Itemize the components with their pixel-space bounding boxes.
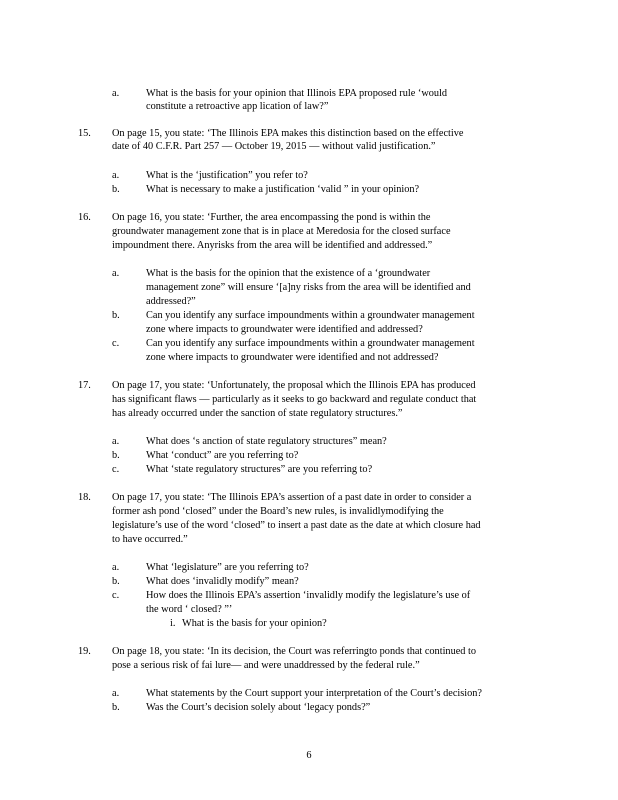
- q19-line-2: pose a serious risk of fai lure— and were unaddressed by the federal rule.”: [112, 660, 420, 671]
- q19-b-text: Was the Court’s decision solely about ‘legacy ponds?”: [146, 702, 371, 713]
- q16-b-label: b.: [112, 310, 120, 321]
- q18-b-label: b.: [112, 576, 120, 587]
- q15-number: 15.: [78, 128, 91, 139]
- q18-number: 18.: [78, 492, 91, 503]
- q18-i-label: i.: [170, 618, 176, 629]
- q15-b-text: What is necessary to make a justification ‘valid ” in your opinion?: [146, 184, 420, 195]
- q16-line-2: groundwater management zone that is in place at Meredosia for the closed surface: [112, 226, 451, 237]
- q16-c-line-2: zone where impacts to groundwater were identified and not addressed?: [146, 352, 439, 363]
- q16-b-line-1: Can you identify any surface impoundments within a groundwater management: [146, 310, 475, 321]
- q16-line-3: impoundment there. Anyrisks from the area will be identified and addressed.”: [112, 240, 433, 251]
- q17-line-2: has significant flaws — particularly as it seeks to go backward and regulate conduct that: [112, 394, 477, 405]
- q17-c-text: What ‘state regulatory structures” are you referring to?: [146, 464, 373, 475]
- q18-a-label: a.: [112, 562, 120, 573]
- q16-a-line-1: What is the basis for the opinion that the existence of a ‘groundwater: [146, 268, 431, 279]
- q16-line-1: On page 16, you state: ‘Further, the area encompassing the pond is within the: [112, 212, 431, 223]
- q17-a-label: a.: [112, 436, 120, 447]
- q18-i-text: What is the basis for your opinion?: [182, 618, 327, 629]
- q16-b-line-2: zone where impacts to groundwater were identified and addressed?: [146, 324, 423, 335]
- q19-number: 19.: [78, 646, 91, 657]
- q18-line-2: former ash pond ‘closed” under the Board’s new rules, is invalidlymodifying the: [112, 506, 444, 517]
- q17-c-label: c.: [112, 464, 120, 475]
- q19-line-1: On page 18, you state: ‘In its decision, the Court was referringto ponds that continued to: [112, 646, 477, 657]
- q18-c-line-2: the word ‘ closed? ”’: [146, 604, 233, 615]
- q18-a-text: What ‘legislature” are you referring to?: [146, 562, 309, 573]
- q16-c-line-1: Can you identify any surface impoundments within a groundwater management: [146, 338, 475, 349]
- q18-line-3: legislature’s use of the word ‘closed” to insert a past date as the date at which closure had: [112, 520, 481, 531]
- q18-line-4: to have occurred.”: [112, 534, 188, 545]
- q19-b-label: b.: [112, 702, 120, 713]
- page-number: 6: [306, 750, 312, 761]
- q16-a-line-2: management zone” will ensure ‘[a]ny risks from the area will be identified and: [146, 282, 471, 293]
- q17-line-1: On page 17, you state: ‘Unfortunately, the proposal which the Illinois EPA has produced: [112, 380, 476, 391]
- q16-a-label: a.: [112, 268, 120, 279]
- q14-a-line-2: constitute a retroactive app lication of law?”: [146, 101, 329, 112]
- q19-a-text: What statements by the Court support your interpretation of the Court’s decision?: [146, 688, 483, 699]
- q16-number: 16.: [78, 212, 91, 223]
- q16-a-line-3: addressed?”: [146, 296, 196, 307]
- q18-b-text: What does ‘invalidly modify” mean?: [146, 576, 299, 587]
- q18-line-1: On page 17, you state: ‘The Illinois EPA’s assertion of a past date in order to consider a: [112, 492, 472, 503]
- q16-c-label: c.: [112, 338, 120, 349]
- q18-c-line-1: How does the Illinois EPA’s assertion ‘invalidly modify the legislature’s use of: [146, 590, 471, 601]
- q19-a-label: a.: [112, 688, 120, 699]
- q15-a-text: What is the ‘justification” you refer to?: [146, 170, 308, 181]
- q14-a-line-1: What is the basis for your opinion that Illinois EPA proposed rule ‘would: [146, 88, 448, 99]
- q15-a-label: a.: [112, 170, 120, 181]
- q15-line-2: date of 40 C.F.R. Part 257 — October 19, 2015 — without valid justification.”: [112, 141, 436, 152]
- q15-b-label: b.: [112, 184, 120, 195]
- q14-a-label: a.: [112, 88, 120, 99]
- q15-line-1: On page 15, you state: ‘The Illinois EPA makes this distinction based on the effective: [112, 128, 464, 139]
- q17-a-text: What does ‘s anction of state regulatory structures” mean?: [146, 436, 387, 447]
- q17-number: 17.: [78, 380, 91, 391]
- q17-line-3: has already occurred under the sanction of state regulatory structures.”: [112, 408, 403, 419]
- q17-b-label: b.: [112, 450, 120, 461]
- q18-c-label: c.: [112, 590, 120, 601]
- q17-b-text: What ‘conduct” are you referring to?: [146, 450, 299, 461]
